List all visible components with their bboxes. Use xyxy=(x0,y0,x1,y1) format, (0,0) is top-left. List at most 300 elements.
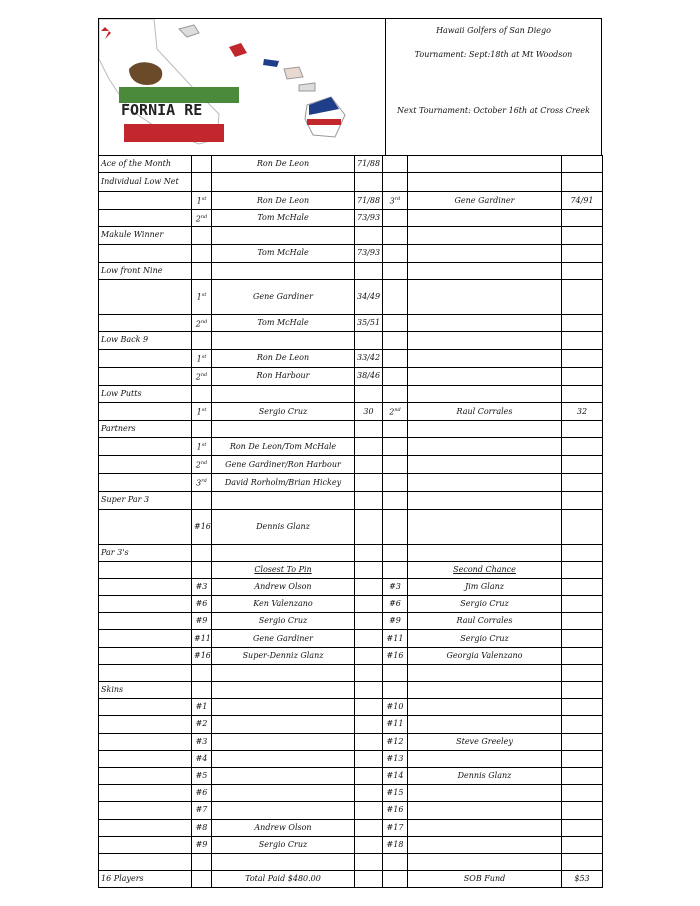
place-1 xyxy=(192,544,212,561)
row-label xyxy=(99,561,192,578)
score-1 xyxy=(355,785,383,802)
name-2 xyxy=(408,314,562,331)
score-2 xyxy=(562,210,603,227)
score-2 xyxy=(562,421,603,438)
table-row xyxy=(99,279,603,314)
place-2 xyxy=(383,314,408,331)
row-label: Low Back 9 xyxy=(99,331,192,349)
place-2 xyxy=(383,331,408,349)
row-label xyxy=(99,647,192,664)
score-2 xyxy=(562,173,603,192)
name-2 xyxy=(408,156,562,173)
score-2 xyxy=(562,733,603,750)
name-1: Ron De Leon xyxy=(212,192,355,210)
table-row xyxy=(99,227,603,244)
place-2 xyxy=(383,279,408,314)
place-2 xyxy=(383,385,408,402)
score-1 xyxy=(355,227,383,244)
table-row xyxy=(99,853,603,870)
score-2 xyxy=(562,244,603,262)
name-1: Tom McHale xyxy=(212,314,355,331)
score-1 xyxy=(355,647,383,664)
score-1: 71/88 xyxy=(355,156,383,173)
row-label: Skins xyxy=(99,682,192,699)
score-1 xyxy=(355,492,383,509)
table-row xyxy=(99,785,603,802)
name-2: Jim Glanz xyxy=(408,578,562,595)
place-1: #6 xyxy=(192,785,212,802)
table-row xyxy=(99,819,603,836)
name-1: Super-Denniz Glanz xyxy=(212,647,355,664)
name-2: Steve Greeley xyxy=(408,733,562,750)
place-2 xyxy=(383,474,408,492)
row-label xyxy=(99,367,192,385)
table-row xyxy=(99,682,603,699)
table-row xyxy=(99,403,603,421)
place-2: #13 xyxy=(383,750,408,767)
name-1: David Rorholm/Brian Hickey xyxy=(212,474,355,492)
place-2: #18 xyxy=(383,836,408,853)
name-1: Sergio Cruz xyxy=(212,613,355,630)
results-table xyxy=(98,155,603,888)
table-row xyxy=(99,578,603,595)
name-1: Andrew Olson xyxy=(212,578,355,595)
table-row xyxy=(99,367,603,385)
row-label xyxy=(99,403,192,421)
california-hawaii-flag-image xyxy=(99,19,385,155)
flag-logo xyxy=(99,19,386,155)
table-row xyxy=(99,421,603,438)
place-2 xyxy=(383,421,408,438)
score-1 xyxy=(355,613,383,630)
score-2 xyxy=(562,819,603,836)
score-1 xyxy=(355,474,383,492)
name-2 xyxy=(408,682,562,699)
score-1 xyxy=(355,544,383,561)
score-2 xyxy=(562,767,603,784)
name-2 xyxy=(408,836,562,853)
name-2 xyxy=(408,279,562,314)
place-2 xyxy=(383,210,408,227)
row-label xyxy=(99,279,192,314)
score-1: 34/49 xyxy=(355,279,383,314)
score-1 xyxy=(355,716,383,733)
name-2 xyxy=(408,750,562,767)
place-2: #16 xyxy=(383,647,408,664)
place-1 xyxy=(192,331,212,349)
score-2 xyxy=(562,314,603,331)
score-2 xyxy=(562,664,603,681)
place-1: 1st xyxy=(192,403,212,421)
row-label: 16 Players xyxy=(99,871,192,888)
score-2 xyxy=(562,156,603,173)
row-label: Makule Winner xyxy=(99,227,192,244)
table-row xyxy=(99,331,603,349)
table-row xyxy=(99,173,603,192)
score-1 xyxy=(355,819,383,836)
place-2 xyxy=(383,871,408,888)
score-1 xyxy=(355,561,383,578)
name-2 xyxy=(408,331,562,349)
next-tournament: Next Tournament: October 16th at Cross Creek xyxy=(396,106,591,115)
score-1 xyxy=(355,596,383,613)
place-2 xyxy=(383,509,408,544)
score-1 xyxy=(355,509,383,544)
place-1: #3 xyxy=(192,578,212,595)
table-row xyxy=(99,192,603,210)
row-label xyxy=(99,613,192,630)
place-2: #11 xyxy=(383,630,408,647)
score-1 xyxy=(355,750,383,767)
name-2 xyxy=(408,385,562,402)
place-1 xyxy=(192,173,212,192)
row-label xyxy=(99,192,192,210)
place-2 xyxy=(383,438,408,456)
score-1 xyxy=(355,699,383,716)
name-1: Total Paid $480.00 xyxy=(212,871,355,888)
row-label xyxy=(99,456,192,474)
score-2 xyxy=(562,596,603,613)
score-2 xyxy=(562,785,603,802)
name-1 xyxy=(212,716,355,733)
row-label: Super Par 3 xyxy=(99,492,192,509)
name-2 xyxy=(408,853,562,870)
place-2: #10 xyxy=(383,699,408,716)
name-1 xyxy=(212,802,355,819)
name-1 xyxy=(212,750,355,767)
name-2 xyxy=(408,819,562,836)
score-2 xyxy=(562,279,603,314)
name-2 xyxy=(408,716,562,733)
place-1 xyxy=(192,156,212,173)
place-1: 3rd xyxy=(192,474,212,492)
name-1: Sergio Cruz xyxy=(212,836,355,853)
score-1 xyxy=(355,385,383,402)
place-1: #9 xyxy=(192,613,212,630)
table-row xyxy=(99,767,603,784)
name-1: Tom McHale xyxy=(212,244,355,262)
score-1 xyxy=(355,262,383,279)
row-label: Par 3's xyxy=(99,544,192,561)
name-1: Ken Valenzano xyxy=(212,596,355,613)
name-2: Raul Corrales xyxy=(408,403,562,421)
score-1 xyxy=(355,733,383,750)
score-1 xyxy=(355,871,383,888)
name-1 xyxy=(212,421,355,438)
place-2: #17 xyxy=(383,819,408,836)
score-2 xyxy=(562,853,603,870)
name-1: Ron De Leon/Tom McHale xyxy=(212,438,355,456)
place-1: #6 xyxy=(192,596,212,613)
score-1: 73/93 xyxy=(355,210,383,227)
place-1: 2nd xyxy=(192,367,212,385)
name-2: Gene Gardiner xyxy=(408,192,562,210)
score-2: $53 xyxy=(562,871,603,888)
row-label xyxy=(99,578,192,595)
name-2 xyxy=(408,474,562,492)
score-2 xyxy=(562,262,603,279)
row-label xyxy=(99,767,192,784)
place-2 xyxy=(383,367,408,385)
table-row xyxy=(99,262,603,279)
tournament-info: Tournament: Sept:18th at Mt Woodson xyxy=(414,50,573,59)
row-label xyxy=(99,733,192,750)
place-2: #12 xyxy=(383,733,408,750)
sheet-header xyxy=(98,18,602,156)
score-2 xyxy=(562,630,603,647)
name-2: SOB Fund xyxy=(408,871,562,888)
row-label xyxy=(99,314,192,331)
name-2: Sergio Cruz xyxy=(408,630,562,647)
place-1: #8 xyxy=(192,819,212,836)
row-label xyxy=(99,819,192,836)
place-1: #9 xyxy=(192,836,212,853)
place-1: #2 xyxy=(192,716,212,733)
table-row xyxy=(99,156,603,173)
place-1 xyxy=(192,385,212,402)
name-1: Closest To Pin xyxy=(212,561,355,578)
score-2 xyxy=(562,613,603,630)
score-1 xyxy=(355,767,383,784)
row-label xyxy=(99,716,192,733)
name-1: Ron De Leon xyxy=(212,156,355,173)
org-name: Hawaii Golfers of San Diego xyxy=(436,26,551,35)
score-2 xyxy=(562,544,603,561)
place-2: #6 xyxy=(383,596,408,613)
place-1: 1st xyxy=(192,279,212,314)
table-row xyxy=(99,561,603,578)
name-1 xyxy=(212,492,355,509)
score-1 xyxy=(355,173,383,192)
table-row xyxy=(99,750,603,767)
place-1: #16 xyxy=(192,509,212,544)
table-row xyxy=(99,509,603,544)
place-2 xyxy=(383,262,408,279)
place-2: #11 xyxy=(383,716,408,733)
score-1 xyxy=(355,630,383,647)
row-label: Individual Low Net xyxy=(99,173,192,192)
name-1: Gene Gardiner/Ron Harbour xyxy=(212,456,355,474)
row-label xyxy=(99,244,192,262)
row-label xyxy=(99,664,192,681)
table-row xyxy=(99,699,603,716)
results-sheet xyxy=(98,18,602,888)
place-2 xyxy=(383,349,408,367)
name-1 xyxy=(212,173,355,192)
place-2: #15 xyxy=(383,785,408,802)
table-row xyxy=(99,210,603,227)
place-1 xyxy=(192,492,212,509)
name-1: Sergio Cruz xyxy=(212,403,355,421)
row-label xyxy=(99,474,192,492)
place-2 xyxy=(383,173,408,192)
table-row xyxy=(99,456,603,474)
score-2 xyxy=(562,367,603,385)
name-2: Second Chance xyxy=(408,561,562,578)
score-1 xyxy=(355,578,383,595)
place-1 xyxy=(192,561,212,578)
row-label: Partners xyxy=(99,421,192,438)
place-2: #3 xyxy=(383,578,408,595)
score-1 xyxy=(355,682,383,699)
place-2 xyxy=(383,853,408,870)
table-row xyxy=(99,871,603,888)
table-row xyxy=(99,544,603,561)
row-label: Low front Nine xyxy=(99,262,192,279)
header-text xyxy=(386,19,601,155)
table-row xyxy=(99,664,603,681)
name-1: Gene Gardiner xyxy=(212,630,355,647)
score-1: 30 xyxy=(355,403,383,421)
place-1: #7 xyxy=(192,802,212,819)
score-1 xyxy=(355,456,383,474)
place-1: 2nd xyxy=(192,456,212,474)
score-2 xyxy=(562,836,603,853)
name-1 xyxy=(212,544,355,561)
row-label xyxy=(99,836,192,853)
place-1 xyxy=(192,853,212,870)
place-2: #14 xyxy=(383,767,408,784)
name-1 xyxy=(212,699,355,716)
score-2 xyxy=(562,349,603,367)
row-label xyxy=(99,699,192,716)
score-2 xyxy=(562,474,603,492)
score-2 xyxy=(562,578,603,595)
place-1: #11 xyxy=(192,630,212,647)
table-row xyxy=(99,349,603,367)
row-label xyxy=(99,349,192,367)
score-2 xyxy=(562,750,603,767)
score-1 xyxy=(355,664,383,681)
place-1: #4 xyxy=(192,750,212,767)
place-1: 1st xyxy=(192,192,212,210)
name-2 xyxy=(408,244,562,262)
score-2 xyxy=(562,456,603,474)
table-row xyxy=(99,836,603,853)
score-2 xyxy=(562,699,603,716)
place-2 xyxy=(383,682,408,699)
score-2 xyxy=(562,682,603,699)
name-1: Tom McHale xyxy=(212,210,355,227)
table-row xyxy=(99,385,603,402)
place-1 xyxy=(192,244,212,262)
place-1 xyxy=(192,227,212,244)
score-2 xyxy=(562,492,603,509)
score-1: 71/88 xyxy=(355,192,383,210)
name-2 xyxy=(408,785,562,802)
score-2: 32 xyxy=(562,403,603,421)
place-1 xyxy=(192,664,212,681)
name-1: Ron Harbour xyxy=(212,367,355,385)
row-label xyxy=(99,853,192,870)
score-2 xyxy=(562,331,603,349)
table-row xyxy=(99,647,603,664)
score-1 xyxy=(355,331,383,349)
table-row xyxy=(99,244,603,262)
place-1 xyxy=(192,421,212,438)
name-1 xyxy=(212,227,355,244)
table-row xyxy=(99,802,603,819)
score-2 xyxy=(562,716,603,733)
name-2 xyxy=(408,227,562,244)
score-2 xyxy=(562,561,603,578)
name-1: Dennis Glanz xyxy=(212,509,355,544)
name-1 xyxy=(212,664,355,681)
row-label xyxy=(99,802,192,819)
score-2: 74/91 xyxy=(562,192,603,210)
table-row xyxy=(99,596,603,613)
name-2: Georgia Valenzano xyxy=(408,647,562,664)
place-1: #1 xyxy=(192,699,212,716)
name-2: Sergio Cruz xyxy=(408,596,562,613)
place-1 xyxy=(192,682,212,699)
score-2 xyxy=(562,227,603,244)
score-2 xyxy=(562,509,603,544)
name-1: Andrew Olson xyxy=(212,819,355,836)
score-1: 73/93 xyxy=(355,244,383,262)
row-label xyxy=(99,785,192,802)
name-2 xyxy=(408,210,562,227)
row-label xyxy=(99,509,192,544)
row-label xyxy=(99,630,192,647)
place-2 xyxy=(383,561,408,578)
table-row xyxy=(99,716,603,733)
place-2 xyxy=(383,456,408,474)
score-1 xyxy=(355,853,383,870)
name-1 xyxy=(212,767,355,784)
place-2 xyxy=(383,492,408,509)
place-2 xyxy=(383,544,408,561)
name-1: Ron De Leon xyxy=(212,349,355,367)
name-1 xyxy=(212,262,355,279)
table-row xyxy=(99,613,603,630)
name-2 xyxy=(408,664,562,681)
name-2 xyxy=(408,173,562,192)
row-label: Low Putts xyxy=(99,385,192,402)
table-row xyxy=(99,314,603,331)
name-1 xyxy=(212,785,355,802)
table-row xyxy=(99,492,603,509)
table-row xyxy=(99,438,603,456)
name-2: Raul Corrales xyxy=(408,613,562,630)
name-2 xyxy=(408,438,562,456)
name-2 xyxy=(408,544,562,561)
row-label: Ace of the Month xyxy=(99,156,192,173)
row-label xyxy=(99,438,192,456)
place-2: 3rd xyxy=(383,192,408,210)
place-1 xyxy=(192,262,212,279)
table-row xyxy=(99,630,603,647)
place-1: 1st xyxy=(192,349,212,367)
score-1 xyxy=(355,836,383,853)
name-1: Gene Gardiner xyxy=(212,279,355,314)
name-2 xyxy=(408,367,562,385)
score-1: 33/42 xyxy=(355,349,383,367)
name-2: Dennis Glanz xyxy=(408,767,562,784)
name-2 xyxy=(408,509,562,544)
flag-text: FORNIA RE xyxy=(121,101,203,119)
place-1: 2nd xyxy=(192,210,212,227)
name-2 xyxy=(408,349,562,367)
table-row xyxy=(99,733,603,750)
row-label xyxy=(99,210,192,227)
score-1 xyxy=(355,802,383,819)
score-2 xyxy=(562,385,603,402)
name-2 xyxy=(408,456,562,474)
row-label xyxy=(99,596,192,613)
name-1 xyxy=(212,733,355,750)
place-2: #16 xyxy=(383,802,408,819)
